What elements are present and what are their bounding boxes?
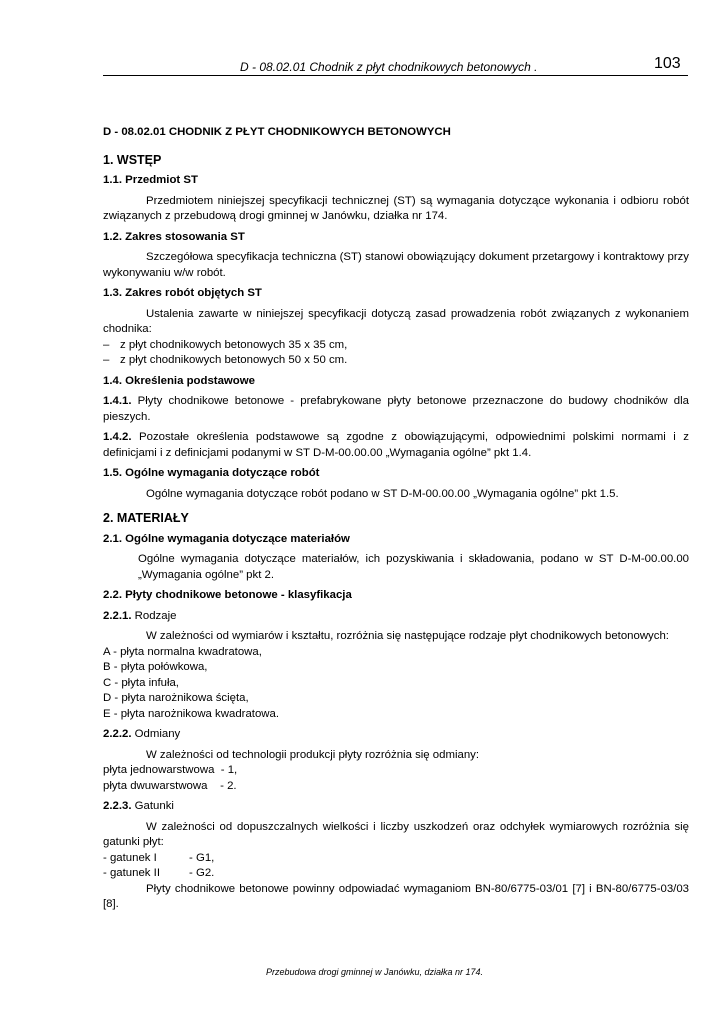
section-2-2-1-text: W zależności od wymiarów i kształtu, rozróżnia się następujące rodzaje płyt chodnikowych betonowych: <box>146 630 669 642</box>
section-1-3-text: Ustalenia zawarte w niniejszej specyfikacji dotyczą zasad prowadzenia robót związanych z wykonaniem chodnika: <box>103 307 689 335</box>
list-item-text: z płyt chodnikowych betonowych 35 x 35 cm, <box>120 338 348 351</box>
list-item <box>103 353 689 369</box>
list-item-text: z płyt chodnikowych betonowych 50 x 50 cm. <box>120 354 348 366</box>
paragraph-text: Płyty chodnikowe betonowe - prefabrykowane płyty betonowe przeznaczone do budowy chodników dla pieszych. <box>103 395 689 423</box>
section-1-4-2-text <box>103 430 689 461</box>
section-1-4-heading: 1.4. Określenia podstawowe <box>103 374 255 387</box>
list-item: C - płyta infuła, <box>103 676 179 689</box>
list-item: D - płyta narożnikowa ścięta, <box>103 692 249 704</box>
section-1-heading: 1. WSTĘP <box>103 152 162 167</box>
list-item: B - płyta połówkowa, <box>103 661 208 673</box>
grade-name: - gatunek I <box>103 851 157 864</box>
section-2-1-text: Ogólne wymagania dotyczące materiałów, ich pozyskiwania i składowania, podano w ST D-M-00.00.00 „Wymagania ogólne” pkt 2. <box>138 553 689 581</box>
section-number: 2.2.1. <box>103 609 132 622</box>
list-item: płyta dwuwarstwowa - 2. <box>103 779 237 792</box>
header-rule <box>103 75 688 76</box>
section-1-1-text: Przedmiotem niniejszej specyfikacji technicznej (ST) są wymagania dotyczące wykonania i odbioru robót związanych z przebudową drogi gminnej w Janówku, działka nr 174. <box>103 194 689 222</box>
section-1-3-heading: 1.3. Zakres robót objętych ST <box>103 287 262 299</box>
section-1-5-text: Ogólne wymagania dotyczące robót podano w ST D-M-00.00.00 „Wymagania ogólne” pkt 1.5. <box>146 487 619 500</box>
section-number: 1.4.2. <box>103 431 132 443</box>
grade-code: - G2. <box>189 867 215 879</box>
document-body <box>103 125 689 913</box>
list-item: płyta jednowarstwowa - 1, <box>103 764 238 776</box>
dash-bullet: – <box>103 354 110 366</box>
subsection-label: Rodzaje <box>131 609 177 622</box>
grade-name: - gatunek II <box>103 867 160 879</box>
paragraph-text: Pozostałe określenia podstawowe są zgodne z obowiązującymi, odpowiednimi polskimi normami i z definicjami i z definicjami podanymi w ST D-M-00.00.00 „Wymagania ogólne” pkt 1.4. <box>103 431 689 459</box>
header-title: D - 08.02.01 Chodnik z płyt chodnikowych betonowych . <box>240 60 538 74</box>
section-2-1-heading: 2.1. Ogólne wymagania dotyczące materiałów <box>103 532 350 545</box>
section-2-2-1-heading <box>103 609 689 625</box>
section-number: 1.4.1. <box>103 395 132 407</box>
section-2-2-heading: 2.2. Płyty chodnikowe betonowe - klasyfikacja <box>103 589 352 601</box>
grade-code: - G1, <box>189 851 215 864</box>
page-footer: Przebudowa drogi gminnej w Janówku, działka nr 174. <box>265 967 484 977</box>
page-number: 103 <box>654 55 681 72</box>
dash-bullet: – <box>103 338 110 351</box>
section-2-2-3-heading <box>103 799 689 815</box>
section-2-2-3-text: W zależności od dopuszczalnych wielkości i liczby uszkodzeń oraz odchyłek wymiarowych rozróżnia się gatunki płyt: <box>103 820 689 848</box>
list-item: E - płyta narożnikowa kwadratowa. <box>103 707 280 720</box>
section-1-2-heading: 1.2. Zakres stosowania ST <box>103 230 245 243</box>
list-item: A - płyta normalna kwadratowa, <box>103 645 262 658</box>
section-2-2-2-text: W zależności od technologii produkcji płyty rozróżnia się odmiany: <box>146 748 480 761</box>
section-1-2-text: Szczegółowa specyfikacja techniczna (ST) stanowi obowiązujący dokument przetargowy i kontraktowy przy wykonywaniu w/w robót. <box>103 251 689 279</box>
section-number: 2.2.2. <box>103 728 132 740</box>
section-2-2-3-final: Płyty chodnikowe betonowe powinny odpowiadać wymaganiom BN-80/6775-03/01 [7] i BN-80/6775-03/03 [8]. <box>103 882 689 910</box>
grade-row <box>103 866 689 882</box>
section-1-5-heading: 1.5. Ogólne wymagania dotyczące robót <box>103 467 320 479</box>
section-1-1-heading: 1.1. Przedmiot ST <box>103 174 198 186</box>
section-2-heading: 2. MATERIAŁY <box>103 511 189 525</box>
subsection-label: Gatunki <box>131 800 174 812</box>
list-item <box>103 338 689 354</box>
section-number: 2.2.3. <box>103 800 132 812</box>
document-title: D - 08.02.01 CHODNIK Z PŁYT CHODNIKOWYCH BETONOWYCH <box>103 126 451 138</box>
grade-row <box>103 851 689 867</box>
subsection-label: Odmiany <box>131 728 181 740</box>
section-2-2-2-heading <box>103 727 689 743</box>
section-1-4-1-text <box>103 394 689 425</box>
